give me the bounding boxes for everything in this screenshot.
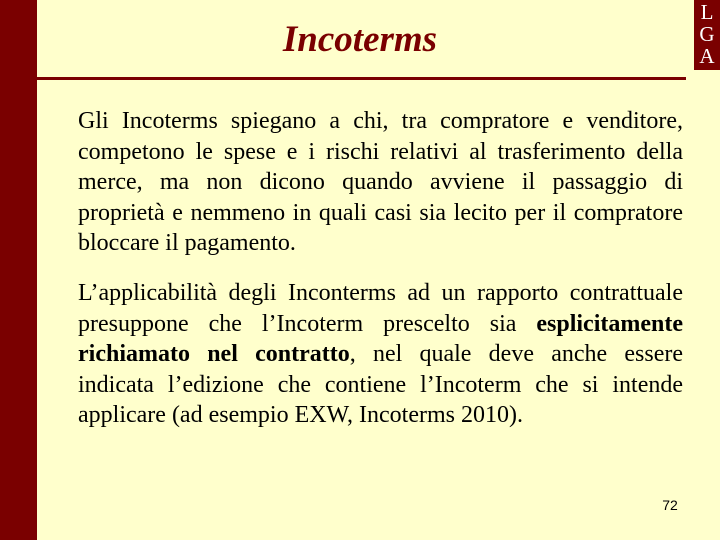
paragraph-text-after: , nel quale deve anche essere indicata l’edizione che contiene l’Incoterm che si intende applicare (ad esempio EXW, Incoterms 2010). <box>78 341 683 428</box>
logo-letter-a: A <box>699 44 715 68</box>
paragraph-text-before: L’applicabilità degli Inconterms ad un rapporto contrattuale presuppone che l’Incoterm prescelto sia <box>78 280 683 337</box>
title-divider <box>37 77 686 80</box>
lga-logo <box>694 0 720 70</box>
slide-title: Incoterms <box>282 19 438 60</box>
paragraph-incoterms-scope: Gli Incoterms spiegano a chi, tra compratore e venditore, competono le spese e i rischi relativi al trasferimento della merce, ma non dicono quando avviene il passaggio di proprietà e nemmeno in quali casi sia lecito per il compratore bloccare il pagamento. <box>78 108 683 256</box>
page-number: 72 <box>662 497 678 513</box>
left-accent-bar <box>0 0 37 540</box>
paragraph-incoterms-applicability <box>78 278 683 431</box>
logo-letter-g: G <box>699 22 715 46</box>
logo-letter-l: L <box>700 0 714 24</box>
paragraph-text-emphasis: esplicitamente richiamato nel contratto <box>78 310 683 367</box>
